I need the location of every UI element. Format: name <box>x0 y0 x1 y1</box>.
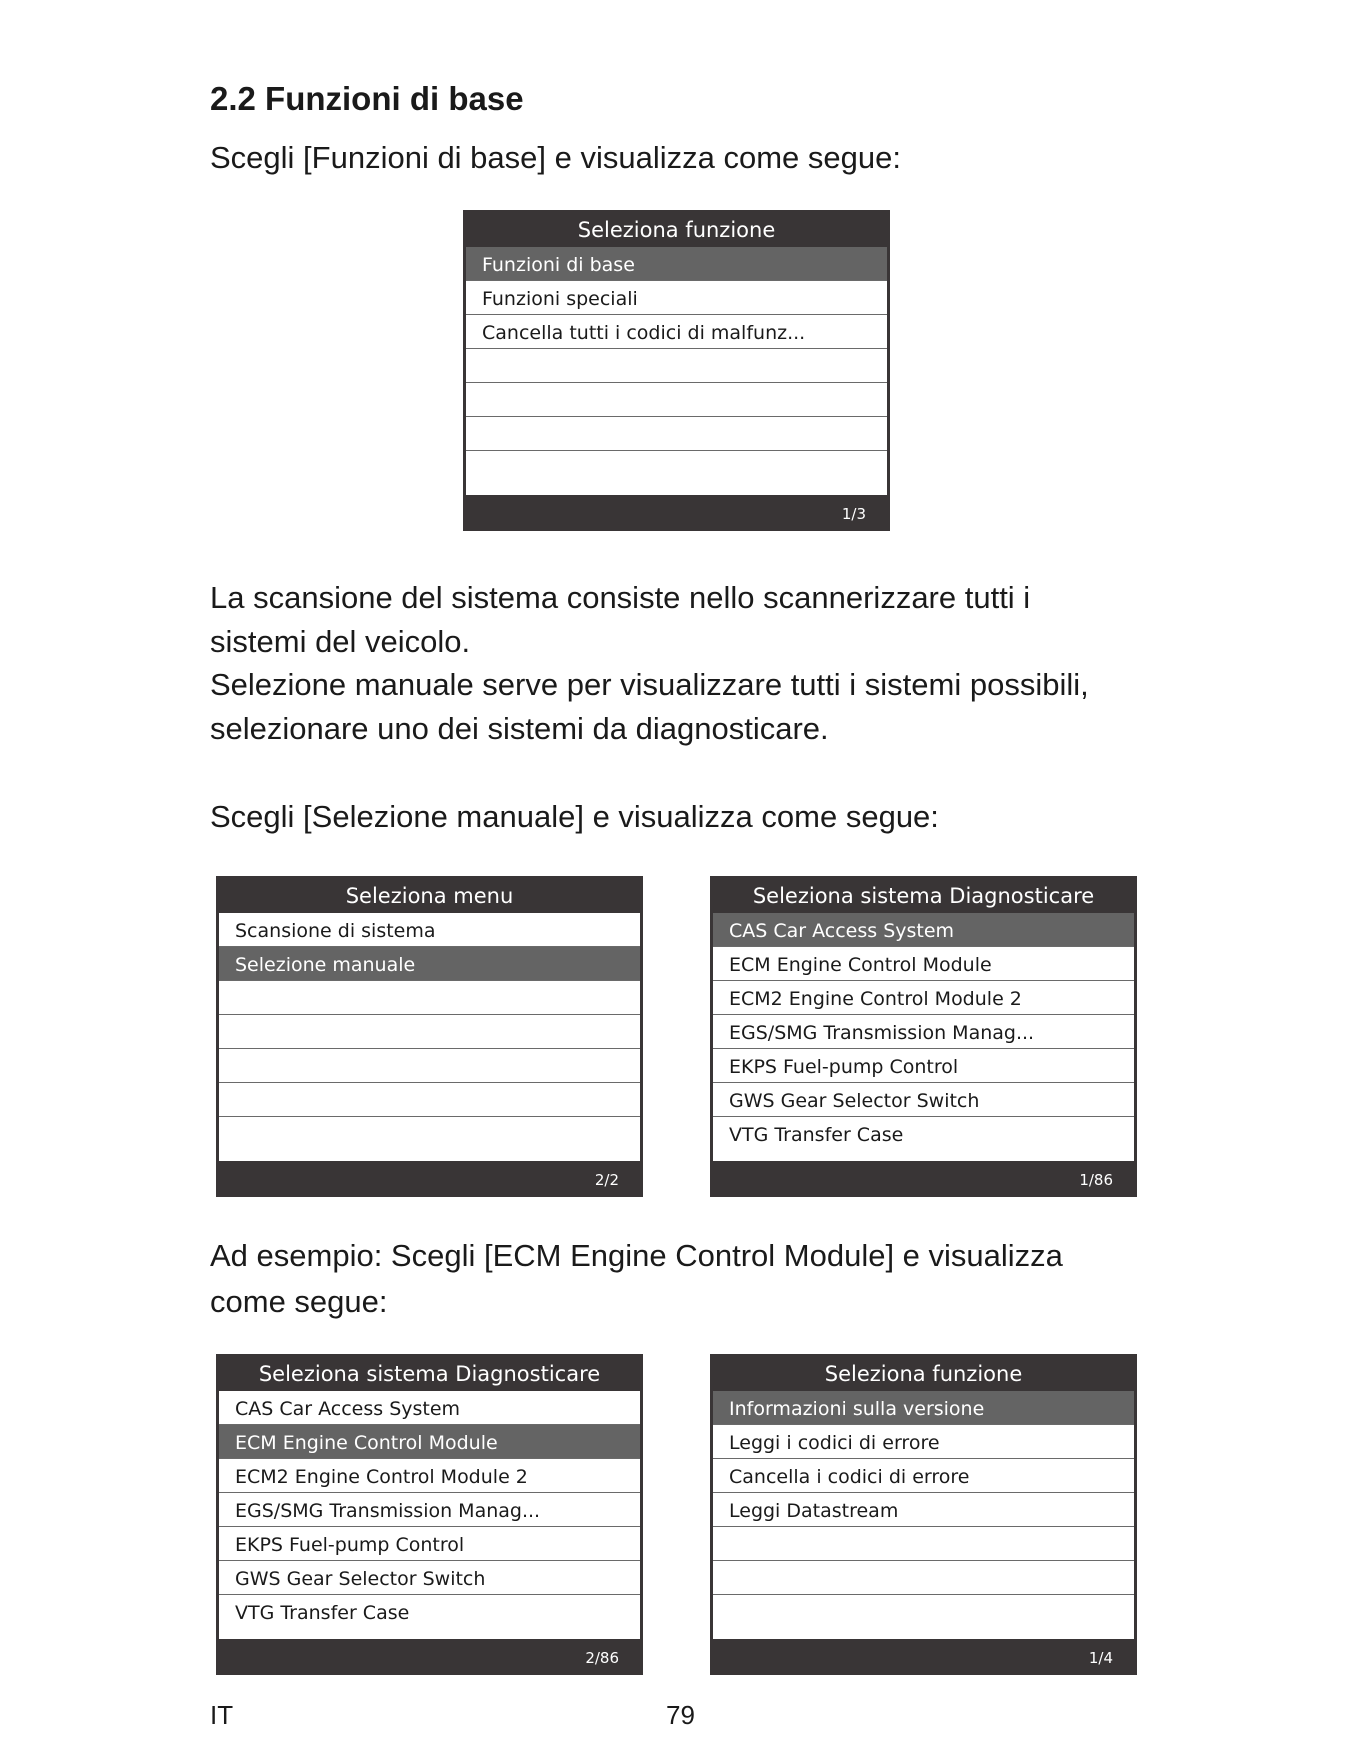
screen-title: Seleziona funzione <box>577 218 776 242</box>
menu-item[interactable] <box>713 1527 1134 1561</box>
menu-item[interactable]: Leggi Datastream <box>713 1493 1134 1527</box>
page-indicator: 2/2 <box>594 1171 619 1189</box>
menu-item[interactable]: GWS Gear Selector Switch <box>219 1561 640 1595</box>
body-line-4: selezionare uno dei sistemi da diagnosticare. <box>210 711 829 746</box>
body-line-2: sistemi del veicolo. <box>210 624 471 659</box>
menu-item[interactable]: EKPS Fuel-pump Control <box>713 1049 1134 1083</box>
menu-item[interactable]: Scansione di sistema <box>219 913 640 947</box>
menu-item[interactable]: ECM2 Engine Control Module 2 <box>219 1459 640 1493</box>
menu-item[interactable]: Leggi i codici di errore <box>713 1425 1134 1459</box>
menu-item[interactable] <box>219 1117 640 1155</box>
menu-item[interactable] <box>466 349 887 383</box>
menu-item[interactable] <box>466 417 887 451</box>
menu-item[interactable]: CAS Car Access System <box>219 1391 640 1425</box>
footer-page-number: 79 <box>666 1700 695 1730</box>
screen-select-system <box>710 876 1137 1197</box>
menu-list <box>219 913 640 1161</box>
example-line-1: Ad esempio: Scegli [ECM Engine Control Module] e visualizza <box>210 1238 1063 1273</box>
menu-item[interactable]: VTG Transfer Case <box>729 1124 904 1146</box>
menu-item[interactable]: ECM2 Engine Control Module 2 <box>713 981 1134 1015</box>
body-line-3: Selezione manuale serve per visualizzare tutti i sistemi possibili, <box>210 667 1089 702</box>
menu-item[interactable]: VTG Transfer Case <box>235 1602 410 1624</box>
menu-item[interactable] <box>219 981 640 1015</box>
screen-title: Seleziona sistema Diagnosticare <box>258 1362 601 1386</box>
page-indicator: 1/4 <box>1088 1649 1113 1667</box>
page-indicator: 1/3 <box>841 505 866 523</box>
menu-item[interactable] <box>713 1595 1134 1633</box>
menu-item[interactable] <box>219 1015 640 1049</box>
menu-item-selected[interactable]: Funzioni di base <box>466 247 887 281</box>
menu-item-selected[interactable]: CAS Car Access System <box>713 913 1134 947</box>
screen-title: Seleziona sistema Diagnosticare <box>752 884 1095 908</box>
menu-item-selected[interactable]: Selezione manuale <box>219 947 640 981</box>
body-line-1: La scansione del sistema consiste nello scannerizzare tutti i <box>210 580 1031 615</box>
footer-lang: IT <box>210 1700 234 1730</box>
menu-item[interactable] <box>713 1561 1134 1595</box>
menu-list <box>713 913 1134 1161</box>
menu-list <box>466 247 887 495</box>
menu-list <box>713 1391 1134 1639</box>
menu-item[interactable] <box>466 451 887 489</box>
menu-item[interactable]: Funzioni speciali <box>466 281 887 315</box>
example-line-2: come segue: <box>210 1284 388 1319</box>
menu-item[interactable]: Cancella i codici di errore <box>713 1459 1134 1493</box>
section-title: 2.2 Funzioni di base <box>210 80 524 117</box>
menu-item[interactable]: Cancella tutti i codici di malfunz... <box>466 315 887 349</box>
screen-select-function <box>463 210 890 531</box>
menu-item[interactable]: EGS/SMG Transmission Manag... <box>219 1493 640 1527</box>
menu-item-selected[interactable]: ECM Engine Control Module <box>219 1425 640 1459</box>
menu-item-selected[interactable]: Informazioni sulla versione <box>713 1391 1134 1425</box>
menu-item[interactable] <box>466 383 887 417</box>
screen-select-system-ecm <box>216 1354 643 1675</box>
screen-select-menu <box>216 876 643 1197</box>
menu-item[interactable]: GWS Gear Selector Switch <box>713 1083 1134 1117</box>
screen-title: Seleziona menu <box>345 884 514 908</box>
menu-item[interactable]: ECM Engine Control Module <box>713 947 1134 981</box>
menu-item[interactable]: EGS/SMG Transmission Manag... <box>713 1015 1134 1049</box>
menu-item[interactable] <box>219 1049 640 1083</box>
manual-intro-text: Scegli [Selezione manuale] e visualizza come segue: <box>210 799 939 834</box>
page-indicator: 2/86 <box>585 1649 619 1667</box>
menu-item[interactable]: EKPS Fuel-pump Control <box>219 1527 640 1561</box>
menu-list <box>219 1391 640 1639</box>
intro-text: Scegli [Funzioni di base] e visualizza come segue: <box>210 140 901 175</box>
menu-item[interactable] <box>219 1083 640 1117</box>
screen-select-function-ecm <box>710 1354 1137 1675</box>
screen-title: Seleziona funzione <box>824 1362 1023 1386</box>
page-indicator: 1/86 <box>1079 1171 1113 1189</box>
